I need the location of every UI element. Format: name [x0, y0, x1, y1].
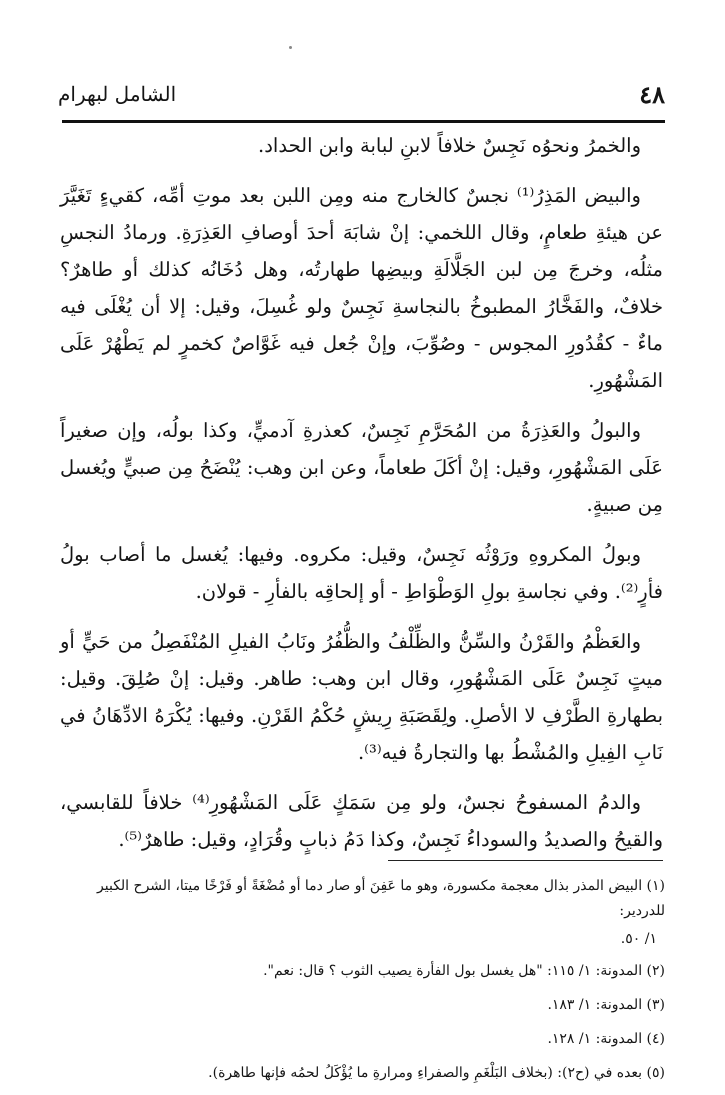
- footnote-separator: [388, 860, 663, 861]
- paragraph: والدمُ المسفوحُ نجسٌ، ولو مِن سَمَكٍ عَلَى المَشْهُورِ⁽⁴⁾ خلافاً للقابسي، والقيحُ والصديدُ والسوداءُ نَجِسٌ، وكذا دَمُ ذبابٍ وقُرَادٍ، وقيل: طاهرٌ⁽⁵⁾.: [60, 791, 663, 851]
- running-title: الشامل لبهرام: [58, 82, 177, 106]
- page-number: ٤٨: [639, 80, 665, 109]
- footnote: (٥) بعده في (ح٢): (بخلاف البَلْغَمِ والصفراءِ ومرارةِ ما يُؤْكَلُ لحمُه فإنها طاهرة).: [208, 1065, 665, 1081]
- footnotes: [60, 874, 665, 1095]
- footnote: (٢) المدونة: ١/ ١١٥: "هل يغسل بول الفأرة يصيب الثوب ؟ قال: نعم".: [263, 963, 665, 979]
- header-rule: [62, 120, 665, 123]
- footnote: (٣) المدونة: ١/ ١٨٣.: [547, 997, 665, 1013]
- page-header: [58, 80, 665, 112]
- paragraph: والبيض المَذِرُ⁽¹⁾ نجسٌ كالخارج منه ومِن اللبن بعد موتِ أمِّه، كقيءٍ تَغَيَّرَ عن هيئةِ طعامٍ، وقال اللخمي: إنْ شابَهَ أحدَ أوصافِ العَذِرَةِ. ورمادُ النجسِ مثلُه، وخرجَ مِن لبن الجَلَّالَةِ وبيضِها طهارتُه، وهل دُخَانُه كذلك أو طاهرٌ؟ خلافٌ، والفَخَّارُ المطبوخُ بالنجاسةِ نَجِسٌ ولو غُسِلَ، وقيل: إلا أن يُغْلَى فيه ماءٌ - كقُدُورِ المجوس - وصُوِّبَ، وإنْ جُعل فيه غَوَّاصٌ كخمرٍ لم يَطْهُرْ عَلَى المَشْهُورِ.: [60, 184, 663, 392]
- footnote: (٤) المدونة: ١/ ١٢٨.: [547, 1031, 665, 1047]
- paragraph: وبولُ المكروهِ ورَوْثُه نَجِسٌ، وقيل: مكروه. وفيها: يُغسل ما أصاب بولُ فأرٍ⁽²⁾. وفي نجاسةِ بولِ الوَطْوَاطِ - أو إلحاقِه بالفأرِ - قولان.: [60, 543, 663, 603]
- paragraph: والخمرُ ونحوُه نَجِسٌ خلافاً لابنِ لبابة وابن الحداد.: [258, 134, 641, 157]
- paragraph: والعَظْمُ والقَرْنُ والسِّنُّ والظِّلْفُ والظُّفُرُ ونَابُ الفيلِ المُنْفَصِلُ من حَيٍّ أو ميتٍ نَجِسٌ عَلَى المَشْهُورِ، وقال ابن وهب: طاهر. وقيل: إنْ صُلِقَ. وقيل: بطهارةِ الطَّرْفِ لا الأصلِ. ولِقَصَبَةِ رِيشٍ حُكْمُ القَرْنِ. وفيها: يُكْرَهُ الادِّهَانُ في نَابِ الفِيلِ والمُشْطُ بها والتجارةُ فيه⁽³⁾.: [60, 630, 663, 764]
- paragraph: والبولُ والعَذِرَةُ من المُحَرَّمِ نَجِسٌ، كعذرةِ آدميٍّ، وكذا بولُه، وإن صغيراً عَلَى المَشْهُورِ، وقيل: إنْ أكَلَ طعاماً، وعن ابن وهب: يُنْضَحُ مِن صبيٍّ ويُغسل مِن صبيةٍ.: [60, 419, 663, 516]
- main-text: [60, 127, 663, 871]
- footnote: (١) البيض المذر بذال معجمة مكسورة، وهو ما عَفِنَ أو صار دما أو مُضْغَةً أو فَرْخًا ميتا، الشرح الكبير للدردير:: [97, 878, 665, 919]
- footnote-continuation: ١/ ٥٠.: [620, 931, 657, 947]
- scan-speck: [289, 46, 292, 49]
